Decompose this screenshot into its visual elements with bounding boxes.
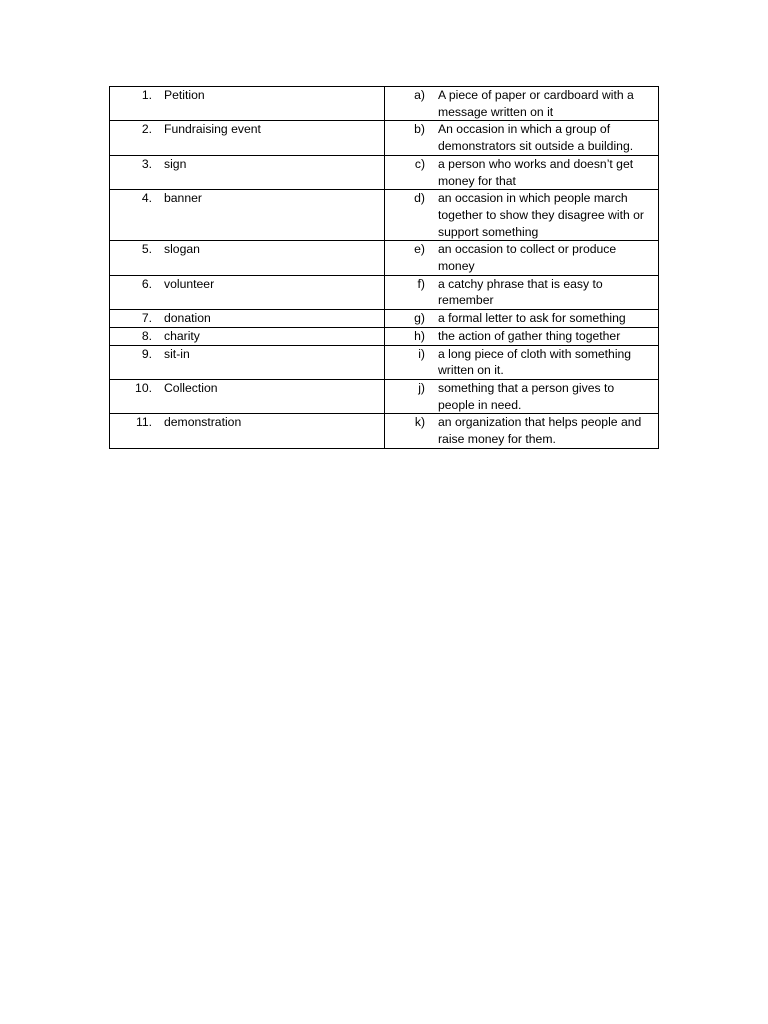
matching-table (109, 86, 659, 449)
definition-cell (385, 345, 659, 379)
term-cell (110, 87, 385, 121)
term-cell (110, 155, 385, 189)
definition-text: a catchy phrase that is easy to remember (438, 276, 603, 308)
definition-text: a long piece of cloth with something written on it. (438, 346, 632, 378)
definition-letter: e) (414, 242, 425, 257)
definition-letter: k) (414, 415, 425, 430)
term-number: 4. (141, 191, 152, 206)
term-cell (110, 190, 385, 241)
definition-letter: h) (414, 328, 425, 343)
term-cell (110, 121, 385, 155)
term-number: 2. (141, 122, 152, 137)
table-row (110, 327, 659, 345)
term-cell (110, 241, 385, 275)
definition-text: something that a person gives to people in need. (438, 380, 615, 412)
table-row (110, 379, 659, 413)
term-number: 1. (141, 88, 152, 102)
definition-cell (385, 121, 659, 155)
term-text: donation (164, 311, 211, 326)
definition-cell (385, 414, 659, 448)
definition-letter: j) (418, 380, 425, 395)
definition-cell (385, 310, 659, 328)
definition-text: An occasion in which a group of demonstrators sit outside a building. (438, 122, 634, 154)
table-row (110, 121, 659, 155)
definition-letter: b) (414, 122, 425, 137)
term-text: Collection (164, 380, 218, 395)
term-text: volunteer (164, 276, 215, 291)
definition-text: the action of gather thing together (438, 328, 621, 343)
table-row (110, 87, 659, 121)
term-cell (110, 275, 385, 309)
term-number: 7. (141, 311, 152, 326)
table-row (110, 190, 659, 241)
definition-cell (385, 275, 659, 309)
definition-letter: i) (418, 346, 425, 361)
definition-text: A piece of paper or cardboard with a message written on it (438, 88, 634, 119)
term-cell (110, 310, 385, 328)
definition-cell (385, 190, 659, 241)
table-row (110, 345, 659, 379)
term-number: 8. (141, 328, 152, 343)
term-text: Fundraising event (164, 122, 261, 137)
definition-letter: g) (414, 311, 425, 326)
term-number: 11. (135, 415, 152, 430)
matching-table-body (110, 87, 659, 449)
term-number: 5. (141, 242, 152, 257)
term-text: slogan (164, 242, 200, 257)
definition-cell (385, 379, 659, 413)
definition-cell (385, 87, 659, 121)
term-text: demonstration (164, 415, 242, 430)
definition-text: a person who works and doesn’t get money for that (438, 156, 634, 188)
definition-text: an occasion in which people march together to show they disagree with or support something (438, 191, 644, 239)
term-text: sign (164, 156, 187, 171)
definition-letter: c) (414, 156, 425, 171)
term-number: 6. (141, 276, 152, 291)
term-number: 9. (141, 346, 152, 361)
definition-cell (385, 241, 659, 275)
definition-text: an occasion to collect or produce money (438, 242, 617, 274)
term-cell (110, 345, 385, 379)
table-row (110, 275, 659, 309)
definition-letter: a) (414, 88, 425, 102)
definition-cell (385, 327, 659, 345)
definition-text: an organization that helps people and raise money for them. (438, 415, 642, 447)
term-cell (110, 414, 385, 448)
table-row (110, 155, 659, 189)
term-cell (110, 379, 385, 413)
term-cell (110, 327, 385, 345)
definition-cell (385, 155, 659, 189)
table-row (110, 241, 659, 275)
term-text: banner (164, 191, 202, 206)
term-text: Petition (164, 88, 205, 102)
table-row (110, 414, 659, 448)
term-text: charity (164, 328, 200, 343)
term-number: 3. (141, 156, 152, 171)
term-number: 10. (135, 380, 152, 395)
definition-text: a formal letter to ask for something (438, 311, 626, 326)
term-text: sit-in (164, 346, 190, 361)
definition-letter: d) (414, 191, 425, 206)
table-row (110, 310, 659, 328)
definition-letter: f) (417, 276, 425, 291)
